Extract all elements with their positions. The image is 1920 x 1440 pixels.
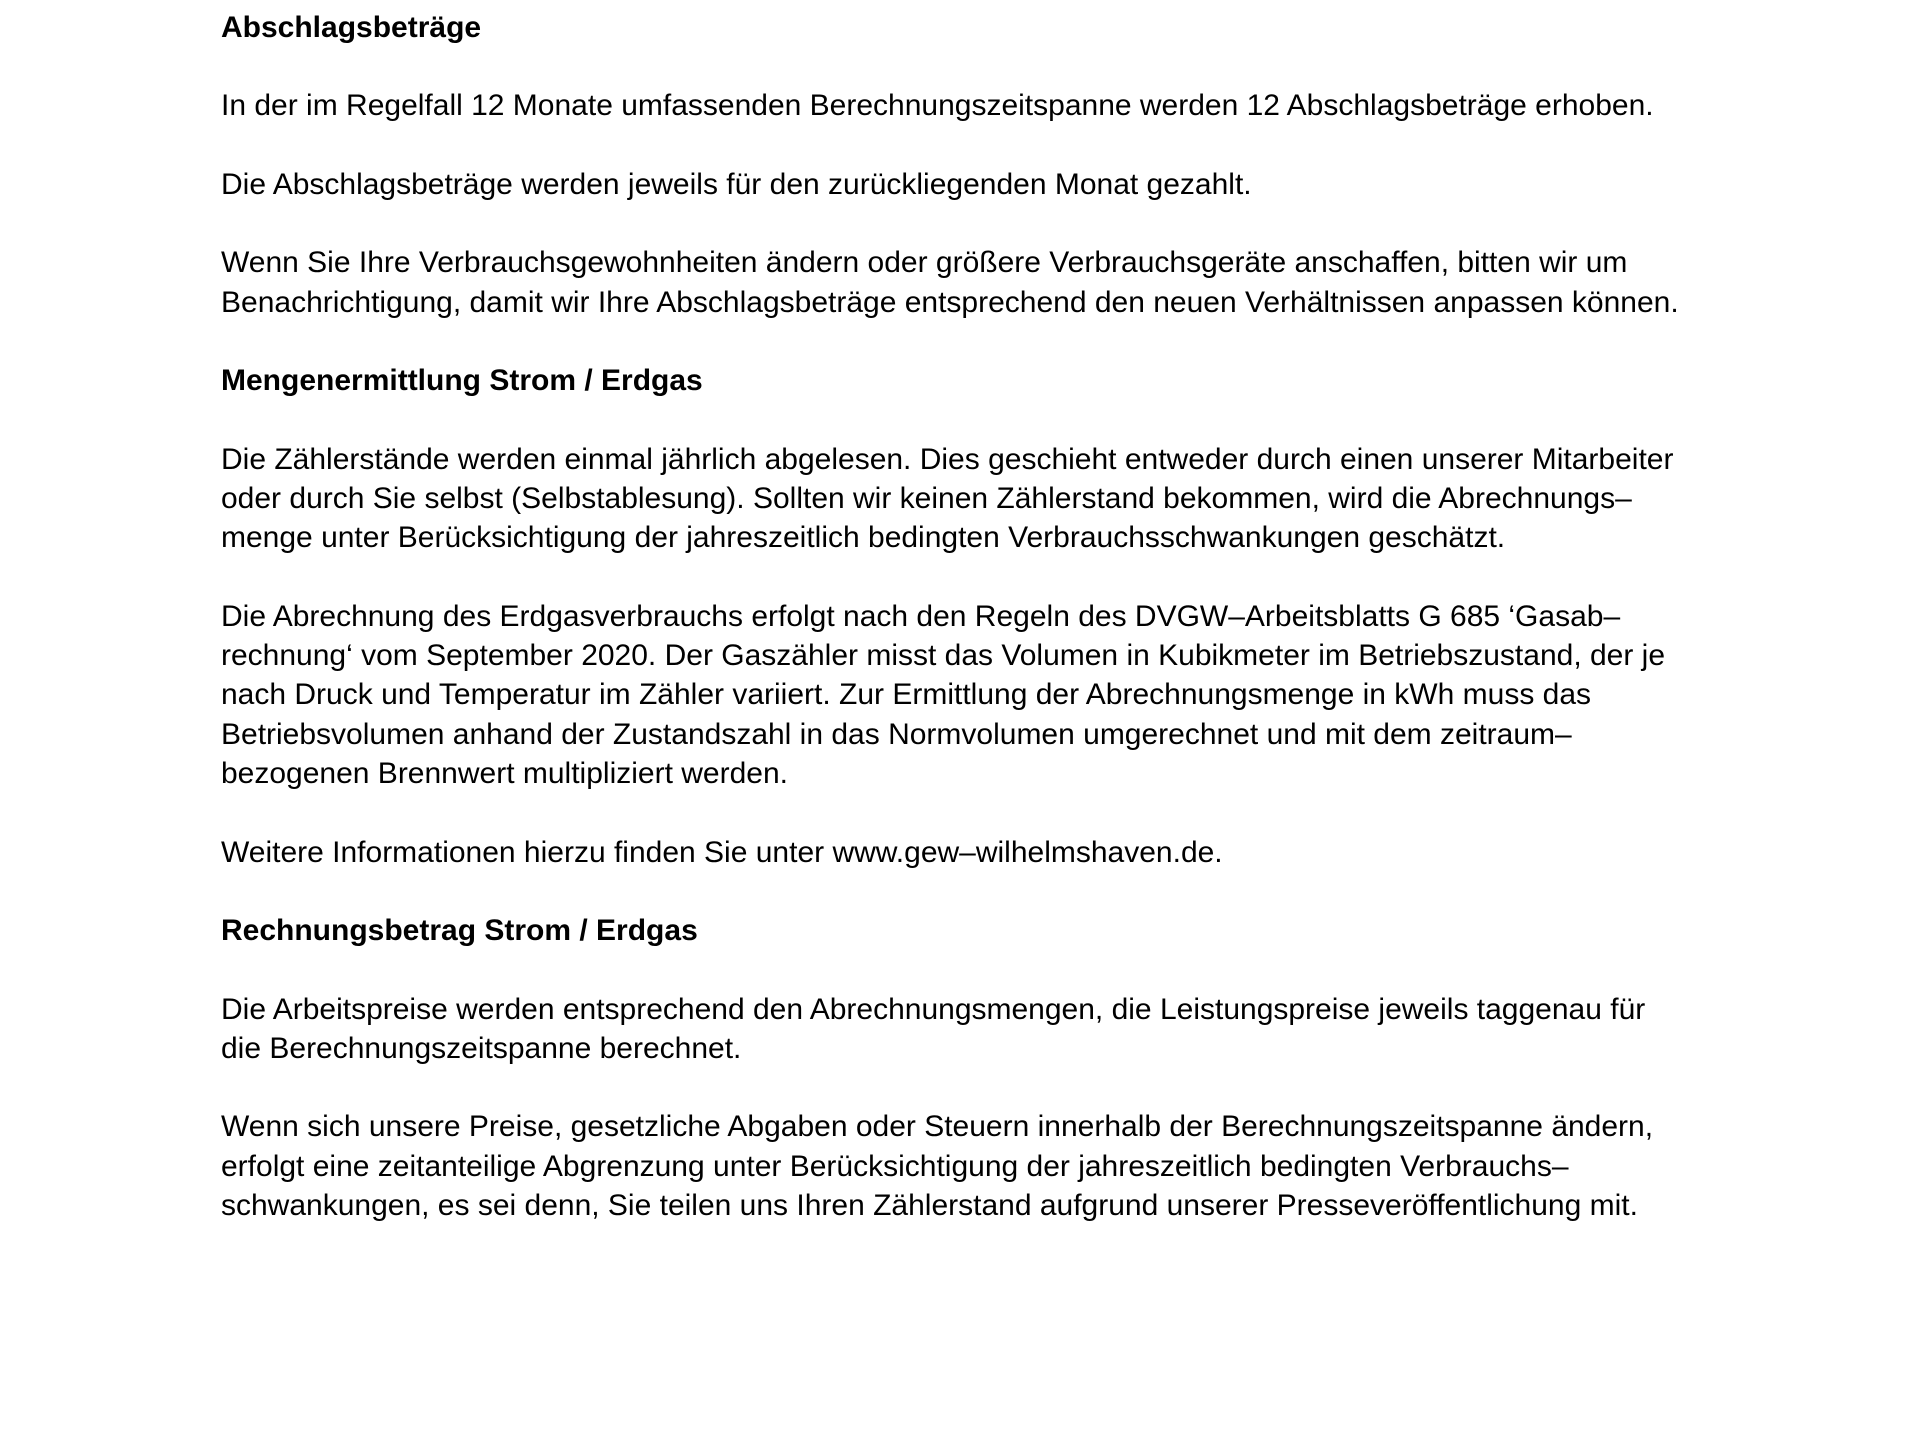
paragraph-line: menge unter Berücksichtigung der jahreszeitlich bedingten Verbrauchsschwankungen geschätzt.: [221, 521, 1506, 555]
paragraph-line: Die Arbeitspreise werden entsprechend den Abrechnungsmengen, die Leistungspreise jeweils taggenau für: [221, 992, 1646, 1026]
paragraph-line: bezogenen Brennwert multipliziert werden.: [221, 757, 788, 791]
paragraph-line: Die Abschlagsbeträge werden jeweils für den zurückliegenden Monat gezahlt.: [221, 167, 1252, 201]
paragraph-line: Benachrichtigung, damit wir Ihre Abschlagsbeträge entsprechend den neuen Verhältnissen anpassen können.: [221, 285, 1679, 319]
section-heading: Mengenermittlung Strom / Erdgas: [221, 364, 703, 398]
paragraph-line: die Berechnungszeitspanne berechnet.: [221, 1031, 742, 1065]
section-heading: Abschlagsbeträge: [221, 11, 482, 44]
paragraph-line: In der im Regelfall 12 Monate umfassenden Berechnungszeitspanne werden 12 Abschlagsbeträge erhoben.: [221, 89, 1654, 123]
paragraph-line: nach Druck und Temperatur im Zähler variiert. Zur Ermittlung der Abrechnungsmenge in kWh muss das: [221, 678, 1592, 712]
paragraph-line: Die Abrechnung des Erdgasverbrauchs erfolgt nach den Regeln des DVGW–Arbeitsblatts G 685 ‘Gasab–: [221, 599, 1621, 633]
paragraph-line: erfolgt eine zeitanteilige Abgrenzung unter Berücksichtigung der jahreszeitlich bedingten Verbrauchs–: [221, 1149, 1569, 1183]
paragraph-line: oder durch Sie selbst (Selbstablesung). Sollten wir keinen Zählerstand bekommen, wird die Abrechnungs–: [221, 481, 1632, 515]
paragraph-line-with-url: Weitere Informationen hierzu finden Sie unter www.gew–wilhelmshaven.de.: [221, 835, 1223, 869]
paragraph-line: Wenn sich unsere Preise, gesetzliche Abgaben oder Steuern innerhalb der Berechnungszeitspanne ändern,: [221, 1110, 1654, 1144]
paragraph-line: Wenn Sie Ihre Verbrauchsgewohnheiten ändern oder größere Verbrauchsgeräte anschaffen, bitten wir um: [221, 246, 1628, 280]
document-page: [221, 8, 1821, 1225]
section-heading: Rechnungsbetrag Strom / Erdgas: [221, 914, 698, 948]
paragraph-line: Betriebsvolumen anhand der Zustandszahl in das Normvolumen umgerechnet und mit dem zeitraum–: [221, 717, 1572, 751]
paragraph-line: rechnung‘ vom September 2020. Der Gaszähler misst das Volumen in Kubikmeter im Betriebszustand, der je: [221, 639, 1666, 673]
paragraph-line: schwankungen, es sei denn, Sie teilen uns Ihren Zählerstand aufgrund unserer Presseveröffentlichung mit.: [221, 1189, 1638, 1223]
paragraph-line: Die Zählerstände werden einmal jährlich abgelesen. Dies geschieht entweder durch einen unserer Mitarbeiter: [221, 442, 1674, 476]
